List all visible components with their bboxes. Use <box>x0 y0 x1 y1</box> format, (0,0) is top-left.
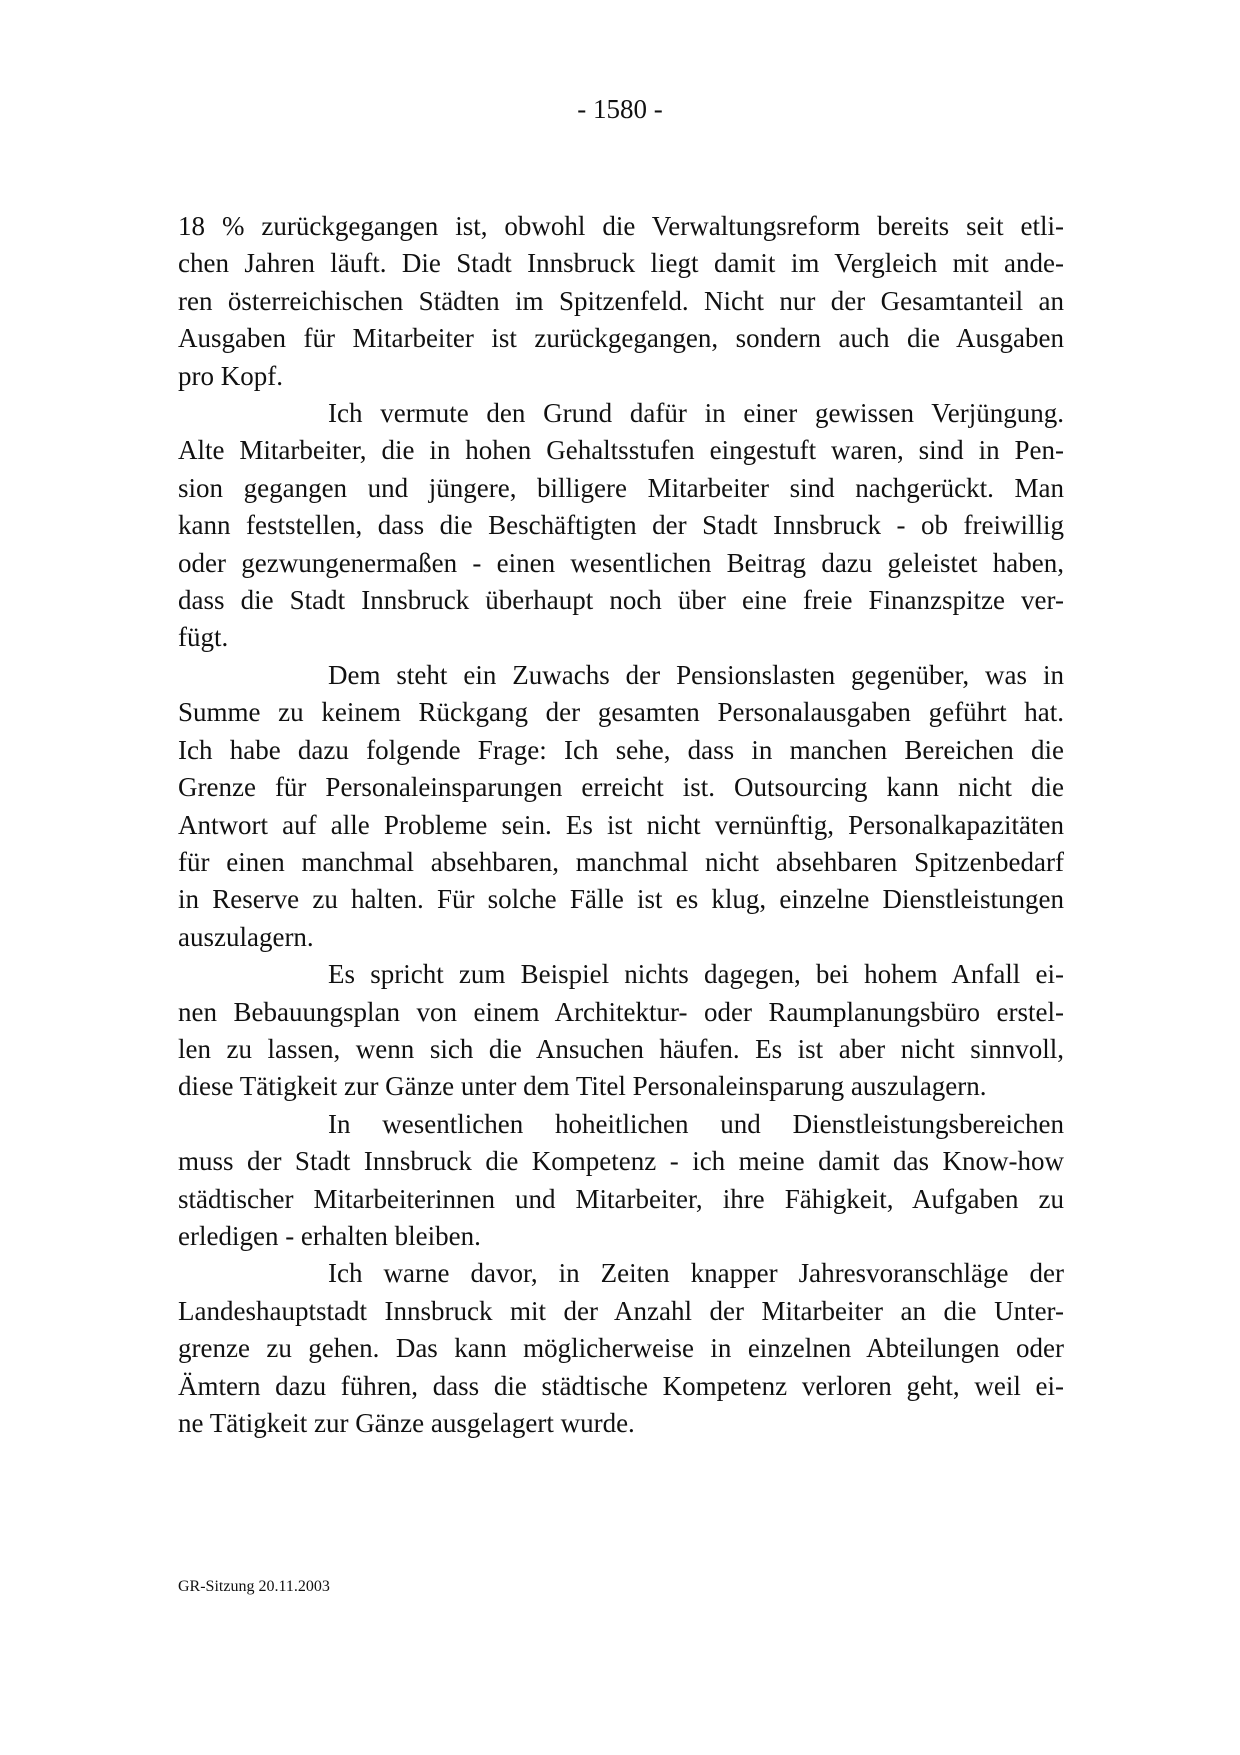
text-line: Summe zu keinem Rückgang der gesamten Personalausgaben geführt hat. <box>178 697 1064 728</box>
text-line: Ausgaben für Mitarbeiter ist zurückgegangen, sondern auch die Ausgaben <box>178 323 1064 354</box>
page-number: - 1580 - <box>577 94 663 124</box>
footer-session: GR-Sitzung 20.11.2003 <box>178 1578 330 1595</box>
text-line: sion gegangen und jüngere, billigere Mitarbeiter sind nachgerückt. Man <box>178 472 1064 503</box>
text-line: für einen manchmal absehbaren, manchmal nicht absehbaren Spitzenbedarf <box>178 846 1064 877</box>
text-line: ne Tätigkeit zur Gänze ausgelagert wurde. <box>178 1408 635 1438</box>
text-line: len zu lassen, wenn sich die Ansuchen häufen. Es ist aber nicht sinnvoll, <box>178 1033 1064 1064</box>
text-line: in Reserve zu halten. Für solche Fälle ist es klug, einzelne Dienstleistungen <box>178 884 1064 915</box>
text-line: Ich warne davor, in Zeiten knapper Jahresvoranschläge der <box>328 1258 1064 1289</box>
text-line: In wesentlichen hoheitlichen und Dienstleistungsbereichen <box>328 1108 1064 1139</box>
text-line: nen Bebauungsplan von einem Architektur- oder Raumplanungsbüro erstel- <box>178 996 1064 1027</box>
text-line: auszulagern. <box>178 921 314 952</box>
text-line: grenze zu gehen. Das kann möglicherweise in einzelnen Abteilungen oder <box>178 1333 1064 1364</box>
text-line: Landeshauptstadt Innsbruck mit der Anzahl der Mitarbeiter an die Unter- <box>178 1295 1064 1326</box>
text-line: Es spricht zum Beispiel nichts dagegen, bei hohem Anfall ei- <box>328 959 1064 990</box>
text-line: Ich habe dazu folgende Frage: Ich sehe, dass in manchen Bereichen die <box>178 734 1064 765</box>
text-line: oder gezwungenermaßen - einen wesentlichen Beitrag dazu geleistet haben, <box>178 547 1064 578</box>
body-text <box>178 208 1064 1442</box>
text-line: ren österreichischen Städten im Spitzenfeld. Nicht nur der Gesamtanteil an <box>178 285 1064 316</box>
text-line: pro Kopf. <box>178 360 283 391</box>
text-line: chen Jahren läuft. Die Stadt Innsbruck liegt damit im Vergleich mit ande- <box>178 248 1064 279</box>
text-line: diese Tätigkeit zur Gänze unter dem Titel Personaleinsparung auszulagern. <box>178 1071 987 1102</box>
text-line: Grenze für Personaleinsparungen erreicht ist. Outsourcing kann nicht die <box>178 772 1064 803</box>
text-line: erledigen - erhalten bleiben. <box>178 1220 481 1251</box>
text-line: Dem steht ein Zuwachs der Pensionslasten gegenüber, was in <box>328 659 1064 690</box>
text-line: kann feststellen, dass die Beschäftigten der Stadt Innsbruck - ob freiwillig <box>178 510 1064 541</box>
text-line: fügt. <box>178 622 229 653</box>
text-line: Ämtern dazu führen, dass die städtische Kompetenz verloren geht, weil ei- <box>178 1370 1064 1401</box>
text-line: Ich vermute den Grund dafür in einer gewissen Verjüngung. <box>328 398 1064 429</box>
text-line: dass die Stadt Innsbruck überhaupt noch über eine freie Finanzspitze ver- <box>178 585 1064 616</box>
text-line: Antwort auf alle Probleme sein. Es ist nicht vernünftig, Personalkapazitäten <box>178 809 1064 840</box>
text-line: 18 % zurückgegangen ist, obwohl die Verwaltungsreform bereits seit etli- <box>178 211 1064 241</box>
text-line: städtischer Mitarbeiterinnen und Mitarbeiter, ihre Fähigkeit, Aufgaben zu <box>178 1183 1064 1214</box>
text-line: muss der Stadt Innsbruck die Kompetenz - ich meine damit das Know-how <box>178 1146 1064 1177</box>
text-line: Alte Mitarbeiter, die in hohen Gehaltsstufen eingestuft waren, sind in Pen- <box>178 435 1064 466</box>
